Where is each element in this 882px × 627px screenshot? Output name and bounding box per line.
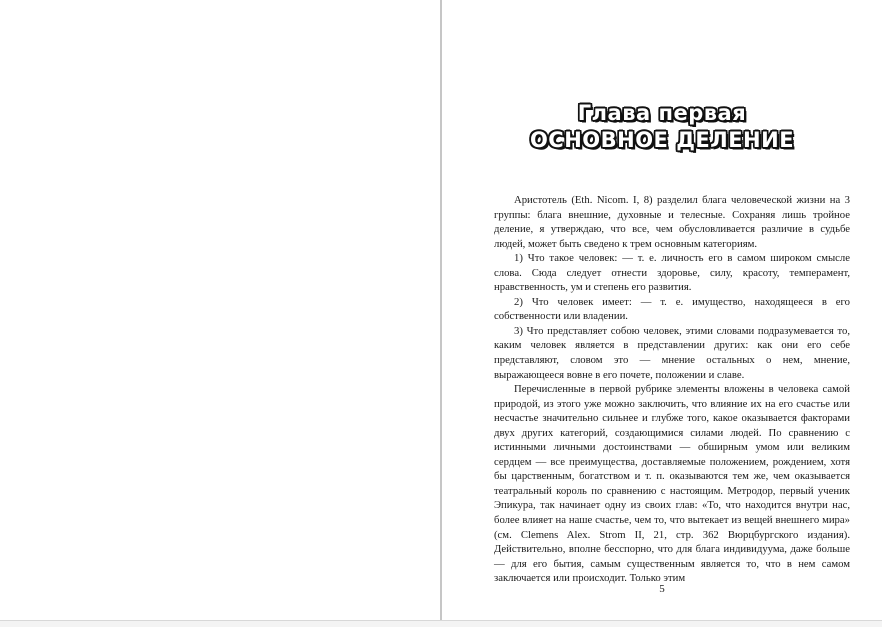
right-page xyxy=(442,0,882,626)
chapter-title-heading: ОСНОВНОЕ ДЕЛЕНИЕ xyxy=(529,128,795,152)
chapter-body-text xyxy=(494,193,850,586)
paragraph: Аристотель (Eth. Nicom. I, 8) разделил блага человеческой жизни на 3 группы: блага внешние, духовные и телесные. Сохраняя лишь тройное деление, я утверждаю, что все, чем обусловливается различие в судьбе людей, может быть сведено к трем основным категориям. xyxy=(494,194,850,250)
paragraph: 3) Что представляет собою человек, этими словами подразумевается то, каким человек является в представлении других: как они его себе представляют, словом это — мнение остальных о нем, мнение, выражающееся вовне в его почете, положении и славе. xyxy=(494,324,850,381)
page-number: 5 xyxy=(659,583,665,595)
paragraph: 2) Что человек имеет: — т. е. имущество, находящееся в его собственности или владении. xyxy=(494,295,850,323)
paragraph: Перечисленные в первой рубрике элементы вложены в человека самой природой, из этого уже можно заключить, что влияние их на его счастье или несчастье значительно сильнее и глубже того, какое оказывается факторами двух других категорий, создающимися силами людей. По сравнению с истинными личными достоинствами — обширным умом или великим сердцем — все преимущества, доставляемые положением, рождением, хотя бы царственным, богатством и т. п. оказываются тем же, чем оказывается театральный король по сравнению с настоящим. Метродор, первый ученик Эпикура, так начинает одну из своих глав: «То, что находится внутри нас, более влияет на наше счастье, чем то, что вытекает из вещей внешнего мира» (см. Clemens Alex. Strom II, 21, стр. 362 Вюрцбургского издания). Действительно, вполне бесспорно, что для блага индивидуума, даже больше — для его бытия, самым существенным является то, что в нем самом заключается или происходит. Только этим xyxy=(494,383,850,585)
chapter-number-heading: Глава первая xyxy=(577,101,747,125)
paragraph: 1) Что такое человек: — т. е. личность его в самом широком смысле слова. Сюда следует отнести здоровье, силу, красоту, темперамент, нравственность, ум и степень его развития. xyxy=(494,252,850,294)
left-page-blank xyxy=(0,0,440,626)
